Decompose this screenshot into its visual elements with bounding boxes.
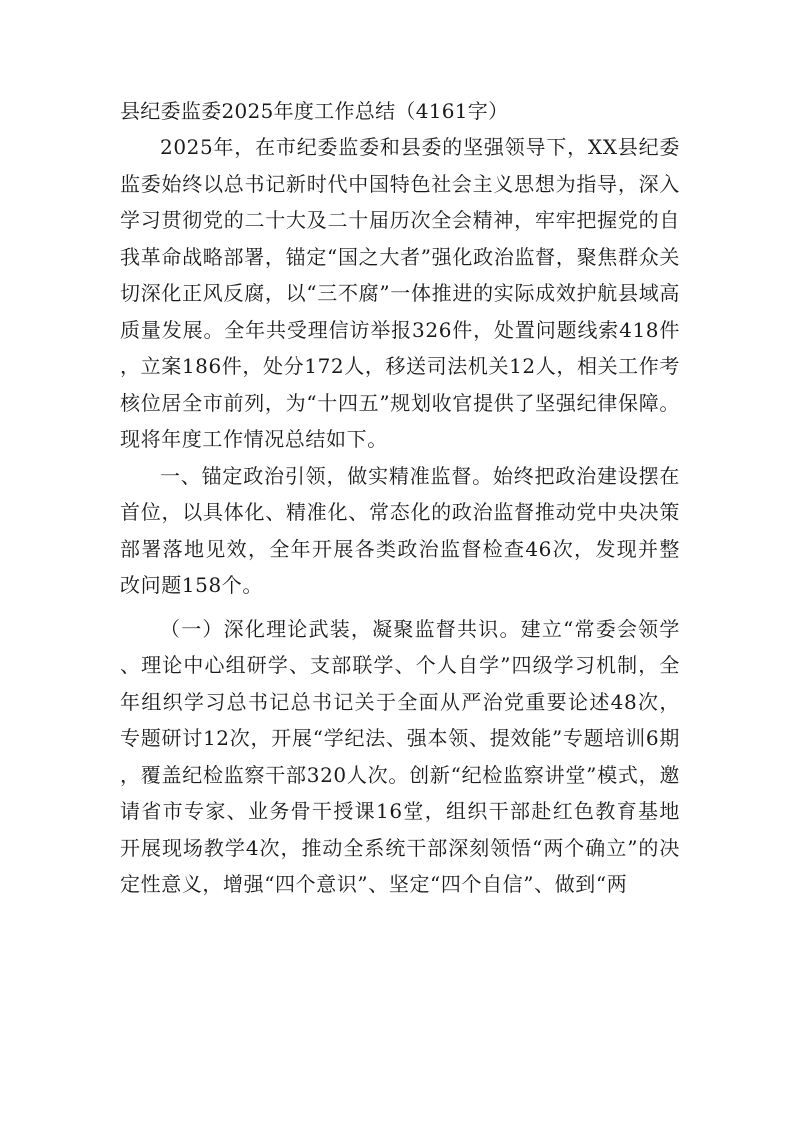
document-body <box>120 93 680 903</box>
paragraph-subsection-one: （一）深化理论武装，凝聚监督共识。建立“常委会领学、理论中心组研学、支部联学、个人自学”四级学习机制，全年组织学习总书记总书记关于全面从严治党重要论述48次，专题研讨12次，开展“学纪法、强本领、提效能”专题培训6期，覆盖纪检监察干部320人次。创新“纪检监察讲堂”模式，邀请省市专家、业务骨干授课16堂，组织干部赴红色教育基地开展现场教学4次，推动全系统干部深刻领悟“两个确立”的决定性意义，增强“四个意识”、坚定“四个自信”、做到“两 <box>120 616 680 896</box>
paragraph-intro: 2025年，在市纪委监委和县委的坚强领导下，XX县纪委监委始终以总书记新时代中国特色社会主义思想为指导，深入学习贯彻党的二十大及二十届历次全会精神，牢牢把握党的自我革命战略部署，锚定“国之大者”强化政治监督，聚焦群众关切深化正风反腐，以“三不腐”一体推进的实际成效护航县域高质量发展。全年共受理信访举报326件，处置问题线索418件，立案186件，处分172人，移送司法机关12人，相关工作考核位居全市前列，为“十四五”规划收官提供了坚强纪律保障。现将年度工作情况总结如下。 <box>120 135 680 451</box>
document-title: 县纪委监委2025年度工作总结（4161字） <box>120 99 509 123</box>
paragraph-section-one: 一、锚定政治引领，做实精准监督。始终把政治建设摆在首位，以具体化、精准化、常态化的政治监督推动党中央决策部署落地见效，全年开展各类政治监督检查46次，发现并整改问题158个。 <box>120 463 680 597</box>
